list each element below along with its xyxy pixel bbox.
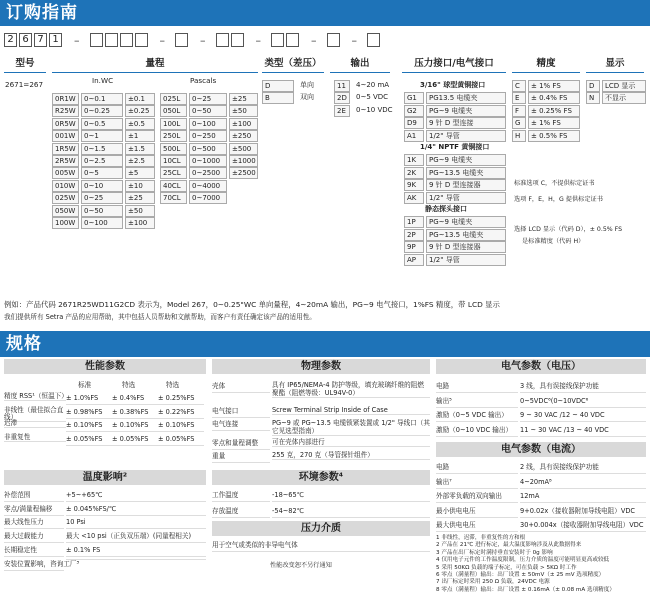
inwc-code: R25W [52,105,79,117]
phys-title: 物理参数 [212,359,430,374]
type-label: 单向 [300,81,314,89]
perf-label: 非线性（最佳拟合直线） [4,407,66,422]
conn-code: 2K [404,167,424,179]
output-code: 2E [334,105,350,117]
display-header: 显示 [586,56,644,73]
display-label: 不显示 [602,92,646,104]
spec-note: 7 出厂标定时采用 250 Ω 负载，24VDC 电源 [436,579,550,586]
pa-bi: ±250 [229,130,258,142]
curr-label: 输出⁷ [436,477,518,489]
volt-value: 9 ~ 30 VAC /12 ~ 40 VDC [520,410,646,422]
conn-label: 1/2" 导管 [426,192,506,204]
inwc-code: 0R5W [52,118,79,130]
pa-code: 40CL [160,180,187,192]
conn-group-head: 3/16" 球型黄铜接口 [420,81,486,89]
temp-label: 最大线性压力 [4,517,64,529]
phys-value: PG~9 或 PG~13.5 电缆锁紧装置或 1/2" 导线口（其它见选型指南） [272,419,430,435]
inwc-label: In.WC [92,76,114,85]
perf-value: ± 0.38%FS [112,407,158,419]
conn-code: AP [404,254,424,266]
inwc-code: 050W [52,205,79,217]
perf-col: 标准 [78,381,92,389]
spec-note: 1 非线性，迟滞，非重复性的方和根 [436,535,526,541]
example-text: 例如：产品代码 2671R25WD11G2CD 表示为，Model 267，0~0.25"WC 单向量程，4~20mA 输出，PG~9 电气接口，1%FS 精度，带 LCD 显示 [4,300,500,309]
pa-bi: ±25 [229,93,258,105]
accuracy-label: ± 0.5% FS [528,130,580,142]
conn-label: 1/2" 导管 [426,254,506,266]
env-value: -18~65℃ [272,490,430,502]
accuracy-header: 精度 [512,56,580,73]
model-header: 型号 [4,56,46,73]
output-code: 2D [334,92,350,104]
inwc-range: 0~1 [81,130,123,142]
conn-label: PG~9 电缆夹 [426,105,506,117]
pa-range: 0~7000 [189,192,227,204]
inwc-bi: ±10 [125,180,155,192]
inwc-range: 0~100 [81,217,123,229]
temp-value: ± 0.045%FS/℃ [66,504,206,516]
pa-bi: ±100 [229,118,258,130]
temp-value: +5~+65℃ [66,490,206,502]
conn-code: G2 [404,105,424,117]
type-label: 双向 [300,93,314,102]
conn-code: 1K [404,154,424,166]
order-guide-title: 订购指南 [0,0,650,26]
env-label: 存放温度 [212,506,270,518]
accuracy-code: F [512,105,526,117]
notice-text: 性能改变恕不另行通知 [270,562,332,569]
accuracy-code: G [512,117,526,129]
type-header: 类型（差压） [262,56,324,73]
specs-title: 规格 [0,331,650,357]
support-text: 我们提供所有 Setra 产品的应用帮助，其中包括人员帮助和文献帮助，而客户有责任确定该产品的适用性。 [4,313,316,321]
conn-code: AK [404,192,424,204]
accuracy-code: E [512,92,526,104]
temp-label: 补偿范围 [4,490,64,502]
output-label: 0~5 VDC [356,93,389,102]
digit-box: 7 [34,33,47,47]
temp-label: 安装位置影响，咨询工厂³ [4,559,64,571]
perf-value: ± 0.05%FS [158,434,204,446]
pa-code: 050L [160,105,187,117]
phys-label: 电气接口 [212,406,270,418]
perf-value: ± 0.4%FS [112,393,158,405]
pa-range: 0~500 [189,143,227,155]
phys-value: 255 克，270 克（导管探针组件） [272,451,430,460]
inwc-range: 0~25 [81,192,123,204]
perf-label: 非重复性 [4,434,66,442]
spec-note: 3 产品在出厂标定时满持垂直安装时于 0g 影响 [436,549,553,556]
pa-range: 0~1000 [189,155,227,167]
inwc-code: 2R5W [52,155,79,167]
curr-label: 最小供电电压 [436,506,518,518]
pa-code: 100L [160,118,187,130]
accuracy-code: C [512,80,526,92]
perf-value: ± 0.05%FS [66,434,112,446]
accuracy-label: ± 0.25% FS [528,105,580,117]
curr-label: 电路 [436,462,518,474]
output-label: 0~10 VDC [356,105,393,114]
accuracy-label: ± 1% FS [528,80,580,92]
inwc-bi: ±1 [125,130,155,142]
digit-box: 6 [19,33,32,47]
media-text: 用于空气或类似的非导电气体 [212,540,430,552]
inwc-range: 0~5 [81,167,123,179]
conn-label: PG~9 电缆夹 [426,216,506,228]
curr-title: 电气参数（电流） [436,442,646,457]
phys-value: 具有 IP65/NEMA-4 防护等级，填充玻璃纤维的阻燃聚酯（阻燃等级：UL94V-0） [272,381,430,398]
temp-label: 最大过载能力 [4,531,64,543]
inwc-code: 0R1W [52,93,79,105]
pa-bi: ±500 [229,143,258,155]
conn-label: PG~13.5 电缆夹 [426,167,506,179]
inwc-bi: ±5 [125,167,155,179]
inwc-range: 0~10 [81,180,123,192]
inwc-range: 0~0.5 [81,118,123,130]
pa-code: 25CL [160,167,187,179]
inwc-bi: ±0.25 [125,105,155,117]
pa-range: 0~2500 [189,167,227,179]
curr-value: 4~20mA⁸ [520,477,646,489]
conn-code: 1P [404,216,424,228]
inwc-range: 0~2.5 [81,155,123,167]
perf-value: ± 0.98%FS [66,407,112,419]
inwc-bi: ±0.5 [125,118,155,130]
conn-code: A1 [404,130,424,142]
pa-range: 0~250 [189,130,227,142]
volt-value: 0~5VDC⁶(0~10VDC⁶ [520,396,646,408]
media-title: 压力介质 [212,521,430,536]
inwc-bi: ±1.5 [125,143,155,155]
output-label: 4~20 mA [356,81,390,89]
output-code: 11 [334,80,350,92]
perf-col: 特选 [166,381,180,389]
conn-group-head: 静态探头接口 [425,205,467,213]
accuracy-label: ± 1% FS [528,117,580,129]
perf-title: 性能参数 [4,359,206,374]
pa-range: 0~25 [189,93,227,105]
temp-value: 最大 <10 psi（正负双压端）(同量程相关) [66,531,206,543]
conn-label: 1/2" 导管 [426,130,506,142]
curr-value: 2 线，具有误接线保护功能 [520,462,646,474]
pa-bi: ±1000 [229,155,258,167]
inwc-code: 010W [52,180,79,192]
env-label: 工作温度 [212,490,270,502]
model-code-boxes: 2 6 7 1 – – – – – – [4,33,382,47]
pa-bi: ±2500 [229,167,258,179]
inwc-bi: ±0.1 [125,93,155,105]
accuracy-label: ± 0.4% FS [528,92,580,104]
display-code: D [586,80,600,92]
volt-label: 激励（0~5 VDC 输出） [436,410,518,422]
conn-label: 9 针 D 型连接 [426,117,506,129]
spec-note: 6 零点（满量程）输出：出厂设置 ± 50mV（± 25 mV 选项精度） [436,572,605,578]
curr-value: 12mA [520,491,646,503]
env-value: -54~82℃ [272,506,430,518]
env-title: 环境参数⁴ [212,470,430,485]
temp-title: 温度影响² [4,470,206,485]
pa-range: 0~4000 [189,180,227,192]
curr-value: 9+0.02x（接收器附加导线电阻）VDC [520,506,646,518]
phys-label: 重量 [212,451,270,463]
pa-bi: ±50 [229,105,258,117]
inwc-bi: ±100 [125,217,155,229]
temp-label: 零点/满量程偏移 [4,504,64,516]
model-value: 2671=267 [5,80,44,89]
spec-note: 2 产品在 21℃ 进行标定，最大温度影响涉及从此数据得来 [436,542,582,549]
volt-label: 激励（0~10 VDC 输出） [436,425,518,437]
spec-note: 4 仅用电子元件的工作温度限制，压力介质的温度可能明显更高或较低 [436,557,610,564]
curr-label: 最大供电电压 [436,520,518,532]
output-header: 输出 [330,56,390,73]
conn-label: PG~13.5 电缆夹 [426,229,506,241]
perf-value: ± 0.10%FS [158,420,204,432]
display-label: LCD 显示 [602,80,646,92]
inwc-bi: ±50 [125,205,155,217]
pa-code: 500L [160,143,187,155]
volt-label: 电路 [436,381,518,393]
lcd-note: 是标准精度（代码 H） [522,238,585,245]
temp-value [66,559,206,560]
volt-value: 11 ~ 30 VAC /13 ~ 40 VDC [520,425,646,437]
acc-note: 标准选项 C，不提供标定证书 [514,180,595,187]
conn-code: 9K [404,179,424,191]
temp-label: 长期稳定性 [4,545,64,557]
acc-note: 选项 F，E，H，G 提供标定证书 [514,196,603,203]
pa-code: 10CL [160,155,187,167]
inwc-code: 025W [52,192,79,204]
phys-value: 可在壳体内部进行 [272,438,430,447]
spec-note: 8 零点（满量程）输出：出厂设置 ± 0.16mA（± 0.08 mA 选项精度） [436,586,615,593]
perf-value: ± 0.25%FS [158,393,204,405]
connection-header: 压力接口/电气接口 [402,56,506,73]
digit-box: 2 [4,33,17,47]
phys-label: 壳体 [212,381,270,393]
display-code: N [586,92,600,104]
perf-value: ± 0.05%FS [112,434,158,446]
type-code: D [262,80,294,92]
accuracy-code: H [512,130,526,142]
volt-value: 3 线，具有误接线保护功能 [520,381,646,393]
perf-value: ± 1.0%FS [66,393,112,405]
conn-label: 9 针 D 型连接器 [426,241,506,253]
volt-label: 输出⁵ [436,396,518,408]
conn-code: D9 [404,117,424,129]
type-code: B [262,92,294,104]
inwc-range: 0~0.25 [81,105,123,117]
inwc-range: 0~0.1 [81,93,123,105]
spec-note: 5 采用 50KΩ 负载的端子标定，可在负载 > 5KΩ 时工作 [436,564,577,571]
perf-label: 精度 RSS¹（恒温下） [4,392,68,400]
pa-range: 0~50 [189,105,227,117]
perf-value: ± 0.10%FS [112,420,158,432]
inwc-code: 1R5W [52,143,79,155]
conn-group-head: 1/4" NPTF 黄铜接口 [420,143,490,151]
inwc-range: 0~50 [81,205,123,217]
pa-code: 70CL [160,192,187,204]
inwc-bi: ±2.5 [125,155,155,167]
pa-code: 250L [160,130,187,142]
perf-col: 特选 [122,381,136,389]
phys-label: 零点和量程调整 [212,438,270,450]
inwc-range: 0~1.5 [81,143,123,155]
conn-code: 9P [404,241,424,253]
temp-value: ± 0.1% FS [66,545,206,557]
conn-label: PG~9 电缆夹 [426,154,506,166]
conn-label: PG13.5 电缆夹 [426,92,506,104]
digit-box: 1 [49,33,62,47]
volt-title: 电气参数（电压） [436,359,646,374]
curr-value: 30+0.004x（接收器附加导线电阻）VDC [520,520,646,532]
temp-value: 10 Psi [66,517,206,529]
perf-value: ± 0.22%FS [158,407,204,419]
curr-label: 外部零负载的双向输出 [436,491,518,503]
pa-code: 025L [160,93,187,105]
conn-label: 9 针 D 型连接器 [426,179,506,191]
conn-code: G1 [404,92,424,104]
pa-range: 0~100 [189,118,227,130]
pascals-label: Pascals [190,76,217,85]
inwc-code: 005W [52,167,79,179]
inwc-code: 100W [52,217,79,229]
lcd-note: 选择 LCD 显示（代码 D），± 0.5% FS [514,226,622,233]
range-header: 量程 [52,56,258,73]
perf-label: 迟滞 [4,420,66,428]
conn-code: 2P [404,229,424,241]
phys-value: Screw Terminal Strip Inside of Case [272,406,430,415]
inwc-bi: ±25 [125,192,155,204]
phys-label: 电气连接 [212,419,270,431]
perf-value: ± 0.10%FS [66,420,112,432]
inwc-code: 001W [52,130,79,142]
